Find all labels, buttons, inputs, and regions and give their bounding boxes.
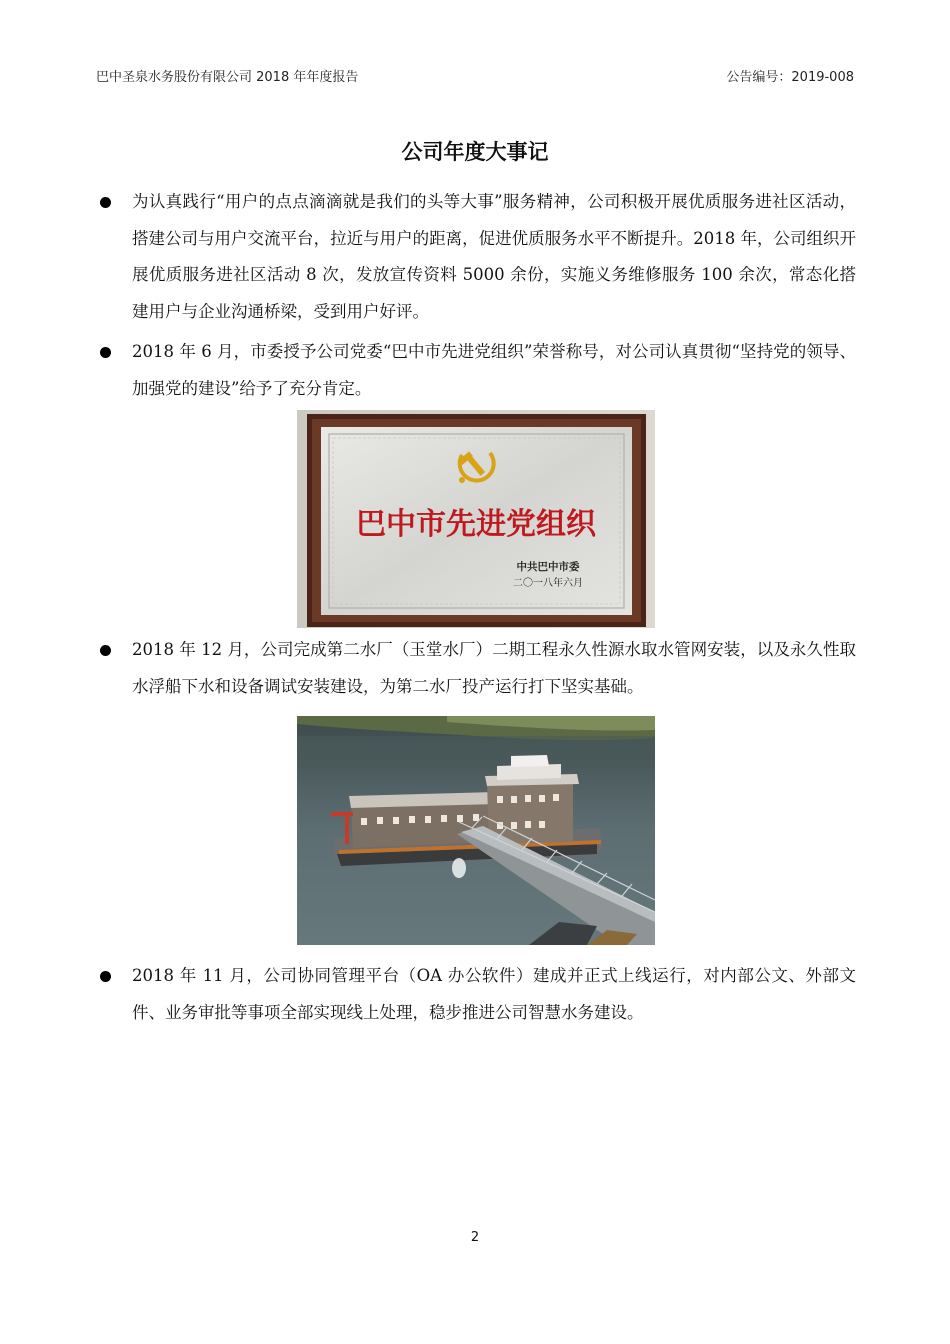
event-text-4: 2018 年 11 月，公司协同管理平台（OA 办公软件）建成并正式上线运行，对内部公文、外部文件、业务审批等事项全部实现线上处理，稳步推进公司智慧水务建设。	[132, 966, 856, 1022]
floating-intake-pontoon-photo	[297, 716, 655, 945]
event-text-1: 为认真践行“用户的点点滴滴就是我们的头等大事”服务精神，公司积极开展优质服务进社区活动，搭建公司与用户交流平台，拉近与用户的距离，促进优质服务水平不断提升。2018 年，公司组织开展优质服务进社区活动 8 次，发放宣传资料 5000 余份，实施义务维修服务 100 余次，常态化搭建用户与企业沟通桥梁，受到用户好评。	[132, 192, 856, 321]
honor-plaque-photo	[297, 410, 655, 628]
bullet-icon	[100, 971, 111, 982]
event-item-1	[96, 184, 856, 330]
bullet-icon	[100, 197, 111, 208]
event-text-3: 2018 年 12 月，公司完成第二水厂（玉堂水厂）二期工程永久性源水取水管网安装，以及永久性取水浮船下水和设备调试安装建设，为第二水厂投产运行打下坚实基础。	[132, 640, 856, 696]
header-announcement-number: 公告编号：2019-008	[726, 70, 854, 85]
header-company-title: 巴中圣泉水务股份有限公司 2018 年年度报告	[96, 70, 359, 85]
event-item-4	[96, 958, 856, 1031]
bullet-icon	[100, 645, 111, 656]
page-title: 公司年度大事记	[401, 140, 549, 164]
event-item-2	[96, 334, 856, 407]
page-number: 2	[470, 1230, 480, 1245]
plaque-issuer: 中共巴中市委	[516, 561, 580, 573]
event-item-3	[96, 632, 856, 705]
bullet-icon	[100, 347, 111, 358]
plaque-date: 二〇一八年六月	[513, 578, 583, 589]
plaque-main-text: 巴中市先进党组织	[356, 507, 596, 542]
event-text-2: 2018 年 6 月，市委授予公司党委“巴中市先进党组织”荣誉称号，对公司认真贯彻“坚持党的领导、加强党的建设”给予了充分肯定。	[132, 342, 856, 398]
